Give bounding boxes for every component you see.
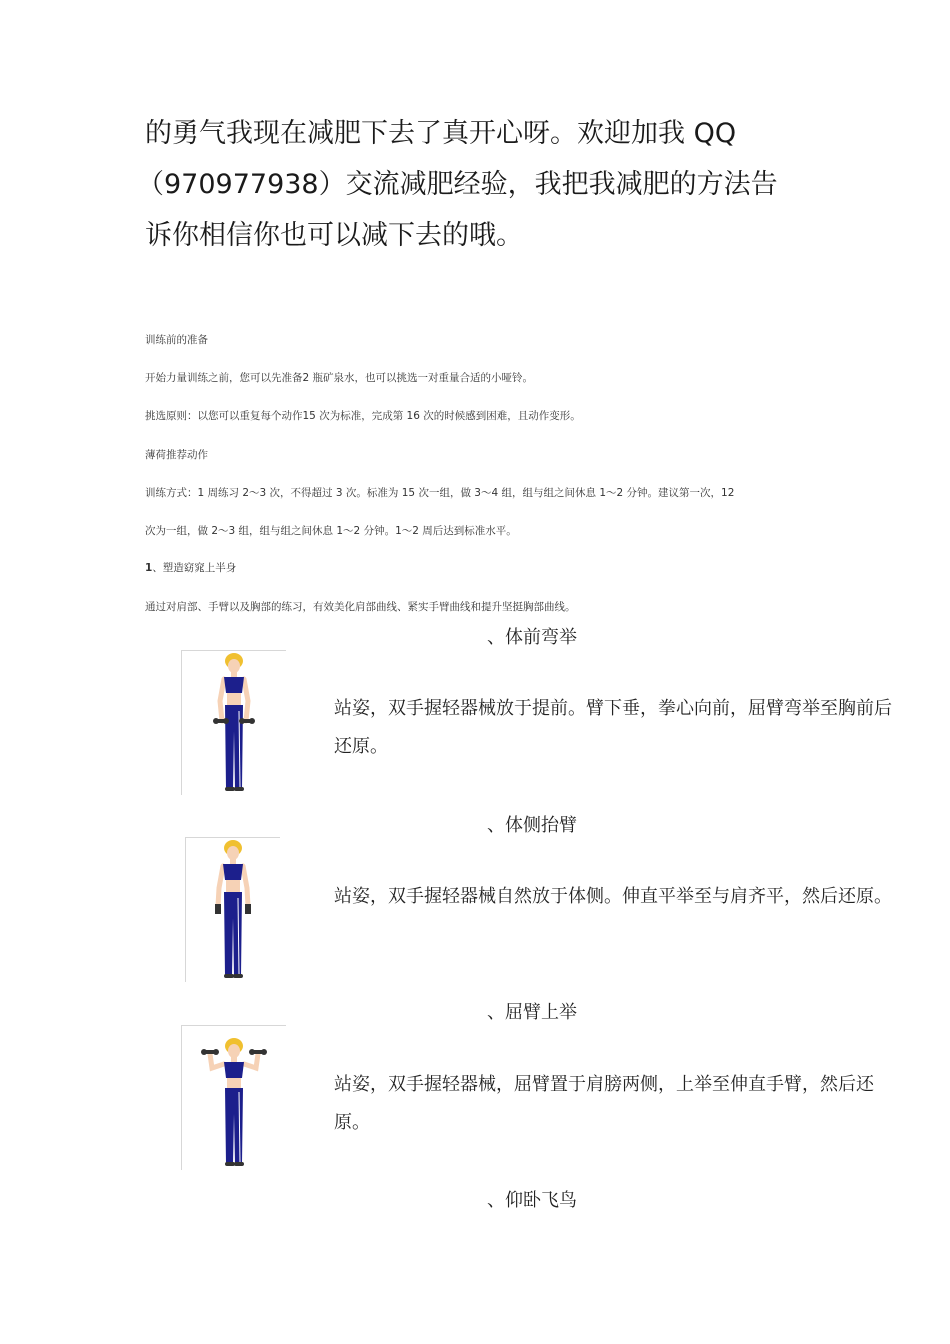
intro-line-3: 诉你相信你也可以减下去的哦。	[145, 220, 523, 251]
exercise-1-image	[181, 650, 286, 795]
exercise-2-description: 站姿，双手握轻器械自然放于体侧。伸直平举至与肩齐平，然后还原。	[334, 886, 892, 907]
intro-line-2: （970977938）交流减肥经验，我把我减肥的方法告	[137, 169, 778, 200]
exercise-3-description: 站姿，双手握轻器械，屈臂置于肩膀两侧，上举至伸直手臂，然后还原。	[334, 1074, 874, 1133]
intro-paragraph	[137, 108, 825, 261]
section-title: 、塑造窈窕上半身	[152, 562, 237, 574]
exercise-2-image	[185, 837, 280, 982]
method-line-1: 训练方式：1 周练习 2～3 次，不得超过 3 次。标准为 15 次一组，做 3～4 组，组与组之间休息 1～2 分钟。建议第一次，12	[145, 487, 735, 499]
prep-title: 训练前的准备	[145, 334, 208, 346]
section-number: 1	[145, 562, 153, 574]
method-line-2: 次为一组，做 2～3 组，组与组之间休息 1～2 分钟。1～2 周后达到标准水平。	[145, 525, 517, 537]
prep-text: 开始力量训练之前，您可以先准备2 瓶矿泉水，也可以挑选一对重量合适的小哑铃。	[145, 372, 534, 384]
section-description: 通过对肩部、手臂以及胸部的练习，有效美化肩部曲线、紧实手臂曲线和提升坚挺胸部曲线。	[145, 601, 576, 613]
exercise-2-title: 、体侧抬臂	[487, 815, 577, 836]
section-heading	[145, 560, 236, 575]
exercise-4-title: 、仰卧飞鸟	[487, 1190, 577, 1211]
exercise-1-title: 、体前弯举	[487, 627, 577, 648]
exercise-3-image	[181, 1025, 286, 1170]
recommend-title: 薄荷推荐动作	[145, 449, 208, 461]
exercise-1-description: 站姿，双手握轻器械放于提前。臂下垂，拳心向前，屈臂弯举至胸前后还原。	[334, 698, 892, 757]
principle-text: 挑选原则：以您可以重复每个动作15 次为标准，完成第 16 次的时候感到困难，且动作变形。	[145, 410, 581, 422]
exercise-3-title: 、屈臂上举	[487, 1002, 577, 1023]
intro-line-1: 的勇气我现在减肥下去了真开心呀。欢迎加我 QQ	[145, 118, 737, 149]
